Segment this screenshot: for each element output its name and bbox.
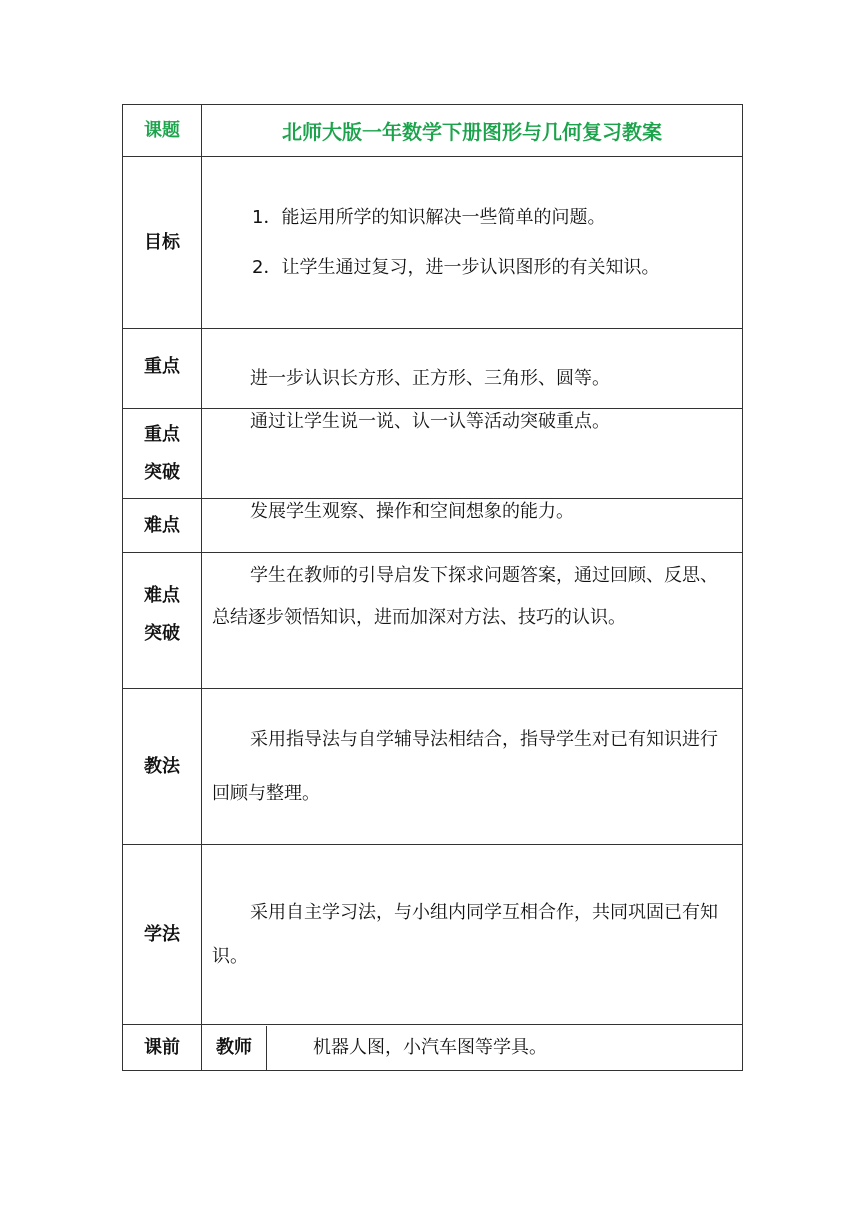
row-teaching-method [123, 689, 743, 845]
key-point-content [202, 329, 743, 409]
difficulty-breakthrough-label-line1: 难点 [144, 585, 180, 606]
difficulty-breakthrough-text: 学生在教师的引导启发下探求问题答案，通过回顾、反思、总结逐步领悟知识，进而加深对方法、技巧的认识。 [212, 565, 718, 628]
key-breakthrough-label-line1: 重点 [144, 423, 180, 445]
row-key-point [123, 329, 743, 409]
difficulty-text: 发展学生观察、操作和空间想象的能力。 [250, 501, 574, 522]
learning-method-text: 采用自主学习法，与小组内同学互相合作，共同巩固已有知识。 [212, 901, 718, 967]
key-point-text: 进一步认识长方形、正方形、三角形、圆等。 [250, 368, 610, 389]
row-difficulty [123, 499, 743, 553]
lesson-title: 北师大版一年数学下册图形与几何复习教案 [202, 105, 743, 157]
preparation-label: 课前 [123, 1025, 202, 1071]
preparation-teacher-text: 机器人图，小汽车图等学具。 [313, 1036, 547, 1058]
row-learning-method [123, 845, 743, 1025]
row-difficulty-breakthrough [123, 553, 743, 689]
lesson-plan-table [122, 104, 743, 1071]
row-key-breakthrough [123, 409, 743, 499]
topic-label: 课题 [123, 105, 202, 157]
difficulty-breakthrough-label [123, 553, 202, 689]
key-point-label: 重点 [123, 329, 202, 409]
objectives-label: 目标 [123, 157, 202, 329]
key-breakthrough-label-line2: 突破 [144, 461, 180, 483]
teaching-method-content [202, 689, 743, 845]
row-objectives [123, 157, 743, 329]
difficulty-content [202, 499, 743, 553]
learning-method-content [202, 845, 743, 1025]
teaching-method-label: 教法 [123, 689, 202, 845]
key-breakthrough-content [202, 409, 743, 499]
difficulty-breakthrough-content [202, 553, 743, 689]
teaching-method-text: 采用指导法与自学辅导法相结合，指导学生对已有知识进行回顾与整理。 [212, 728, 718, 804]
row-preparation [123, 1025, 743, 1071]
row-topic [123, 105, 743, 157]
objectives-content [202, 157, 743, 329]
key-breakthrough-label [123, 409, 202, 499]
preparation-teacher-label: 教师 [202, 1026, 267, 1070]
objective-item-1: 1．能运用所学的知识解决一些简单的问题。 [252, 206, 606, 228]
difficulty-breakthrough-label-line2: 突破 [144, 623, 180, 644]
key-breakthrough-text: 通过让学生说一说、认一认等活动突破重点。 [250, 411, 610, 432]
preparation-content [202, 1025, 743, 1071]
objective-item-2: 2．让学生通过复习，进一步认识图形的有关知识。 [252, 256, 660, 278]
learning-method-label: 学法 [123, 845, 202, 1025]
difficulty-label: 难点 [123, 499, 202, 553]
